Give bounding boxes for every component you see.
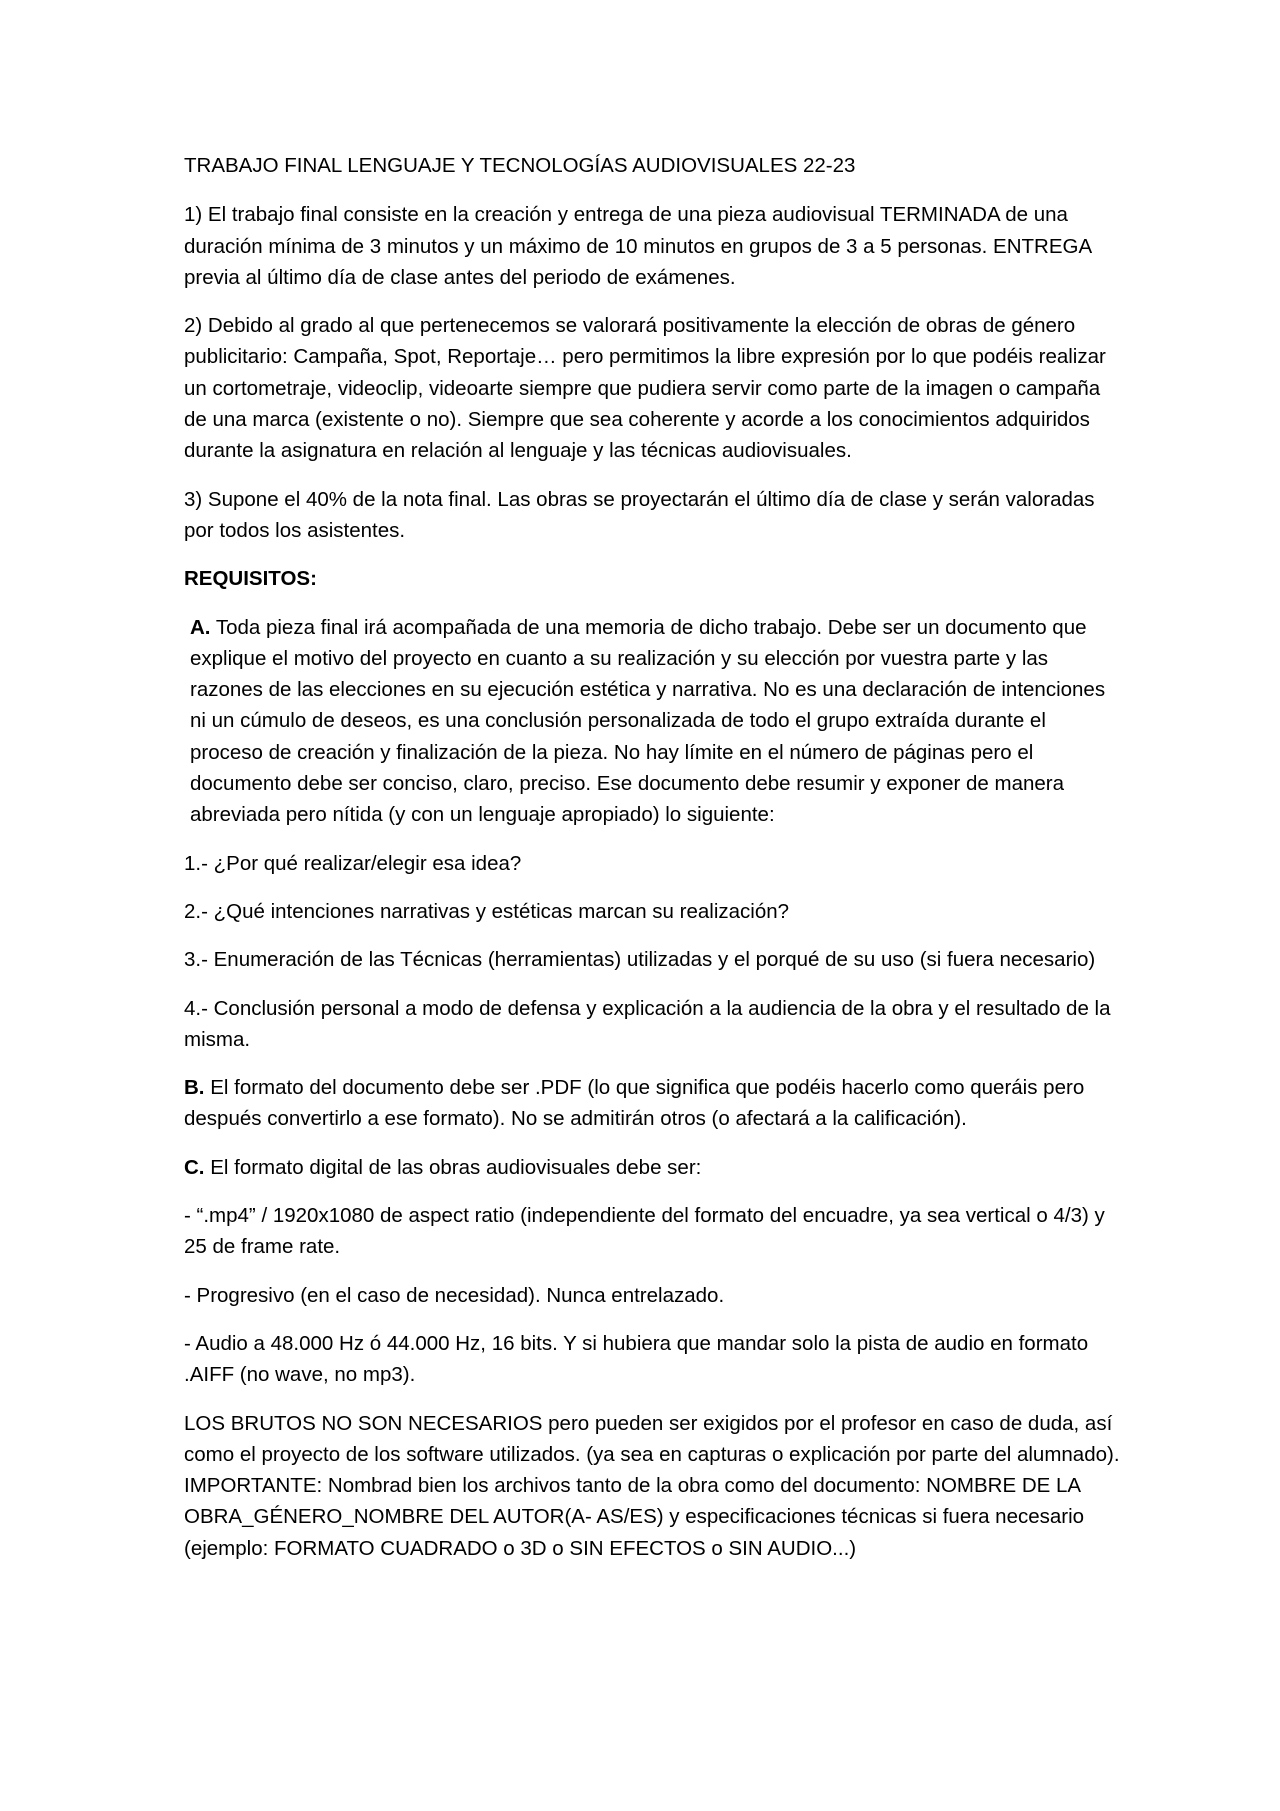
closing-paragraph: LOS BRUTOS NO SON NECESARIOS pero pueden ser exigidos por el profesor en caso de duda, así como el proyecto de los software utilizados. (ya sea en capturas o explicación por parte del alumnado). IMPORTANTE: Nombrad bien los archivos tanto de la obra como del documento: NOMBRE DE LA OBRA_GÉNERO_NOMBRE DEL AUTOR(A- AS/ES) y especificaciones técnicas si fuera necesario (ejemplo: FORMATO CUADRADO o 3D o SIN EFECTOS o SIN AUDIO...) [184, 1411, 1120, 1560]
paragraph-3: 3) Supone el 40% de la nota final. Las obras se proyectarán el último día de clase y serán valoradas por todos los asistentes. [184, 487, 1095, 542]
requisitos-heading: REQUISITOS: [184, 567, 317, 591]
paragraph-2: 2) Debido al grado al que pertenecemos se valorará positivamente la elección de obras de género publicitario: Campaña, Spot, Reportaje… pero permitimos la libre expresión por lo que podéis realizar un cortometraje, videoclip, videoarte siempre que pudiera servir como parte de la imagen o campaña de una marca (existente o no). Siempre que sea coherente y acorde a los conocimientos adquiridos durante la asignatura en relación al lenguaje y las técnicas audiovisuales. [184, 314, 1106, 463]
format-item-progressive: - Progresivo (en el caso de necesidad). Nunca entrelazado. [184, 1283, 725, 1307]
format-item-mp4: - “.mp4” / 1920x1080 de aspect ratio (independiente del formato del encuadre, ya sea vertical o 4/3) y 25 de frame rate. [184, 1204, 1105, 1259]
section-c [184, 1152, 1124, 1183]
paragraph-1: 1) El trabajo final consiste en la creación y entrega de una pieza audiovisual TERMINADA de una duración mínima de 3 minutos y un máximo de 10 minutos en grupos de 3 a 5 personas. ENTREGA previa al último día de clase antes del periodo de exámenes. [184, 203, 1092, 289]
document-title: TRABAJO FINAL LENGUAJE Y TECNOLOGÍAS AUDIOVISUALES 22-23 [184, 154, 856, 177]
section-a-text: Toda pieza final irá acompañada de una memoria de dicho trabajo. Debe ser un documento que explique el motivo del proyecto en cuanto a su realización y su elección por vuestra parte y las razones de las elecciones en su ejecución estética y narrativa. No es una declaración de intenciones ni un cúmulo de deseos, es una conclusión personalizada de todo el grupo extraída durante el proceso de creación y finalización de la pieza. No hay límite en el número de páginas pero el documento debe ser conciso, claro, preciso. Ese documento debe resumir y exponer de manera abreviada pero nítida (y con un lenguaje apropiado) lo siguiente: [190, 615, 1106, 827]
section-b [184, 1072, 1124, 1135]
list-item-1: 1.- ¿Por qué realizar/elegir esa idea? [184, 851, 522, 875]
document-page [184, 150, 1124, 1581]
section-b-letter: B. [184, 1076, 205, 1100]
section-a [184, 612, 1124, 831]
section-b-text: El formato del documento debe ser .PDF (lo que significa que podéis hacerlo como queráis pero después convertirlo a ese formato). No se admitirán otros (o afectará a la calificación). [184, 1076, 1085, 1131]
list-item-3: 3.- Enumeración de las Técnicas (herramientas) utilizadas y el porqué de su uso (si fuera necesario) [184, 948, 1096, 972]
section-a-letter: A. [190, 615, 211, 639]
section-c-letter: C. [184, 1155, 205, 1179]
list-item-2: 2.- ¿Qué intenciones narrativas y estéticas marcan su realización? [184, 899, 790, 923]
format-item-audio: - Audio a 48.000 Hz ó 44.000 Hz, 16 bits. Y si hubiera que mandar solo la pista de audio en formato .AIFF (no wave, no mp3). [184, 1331, 1089, 1387]
list-item-4: 4.- Conclusión personal a modo de defensa y explicación a la audiencia de la obra y el resultado de la misma. [184, 996, 1111, 1051]
section-c-text: El formato digital de las obras audiovisuales debe ser: [210, 1155, 702, 1179]
